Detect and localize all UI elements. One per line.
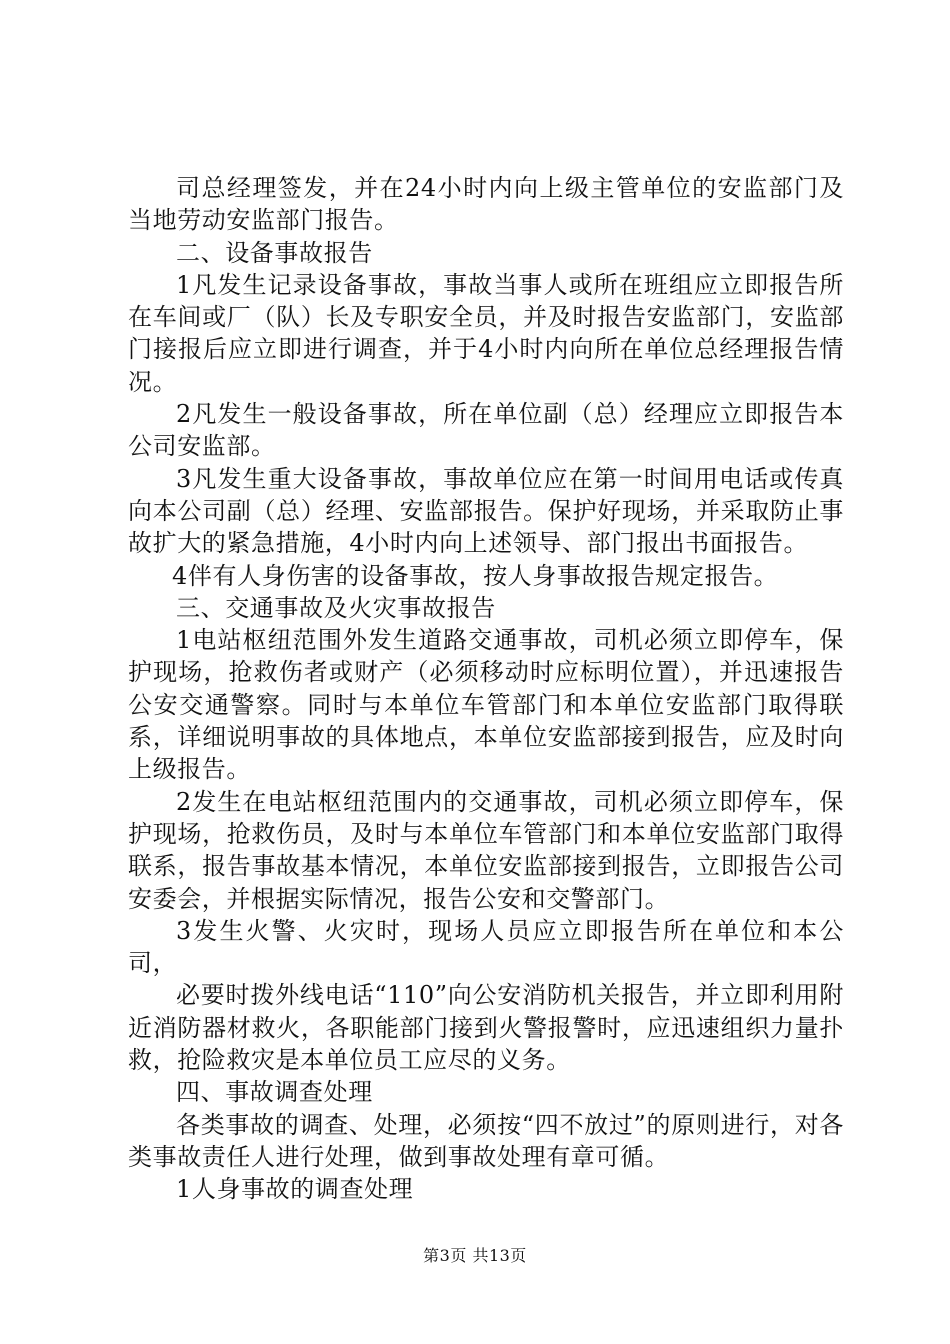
section-heading: 四、事故调查处理	[176, 1078, 373, 1107]
paragraph: 必要时拨外线电话“110”向公安消防机关报告，并立即利用附近消防器材救火，各职能部门接到火警报警时，应迅速组织力量扑救，抢险救灾是本单位员工应尽的义务。	[128, 981, 844, 1075]
paragraph: 1凡发生记录设备事故，事故当事人或所在班组应立即报告所在车间或厂（队）长及专职安全员，并及时报告安监部门，安监部门接报后应立即进行调查，并于4小时内向所在单位总经理报告情况。	[128, 270, 844, 396]
paragraph: 2发生在电站枢纽范围内的交通事故，司机必须立即停车，保护现场，抢救伤员，及时与本单位车管部门和本单位安监部门取得联系，报告事故基本情况，本单位安监部接到报告，立即报告公司安委会，并根据实际情况，报告公安和交警部门。	[128, 787, 844, 913]
paragraph: 3凡发生重大设备事故，事故单位应在第一时间用电话或传真向本公司副（总）经理、安监部报告。保护好现场，并采取防止事故扩大的紧急措施，4小时内向上述领导、部门报出书面报告。	[128, 464, 844, 558]
section-heading: 三、交通事故及火灾事故报告	[176, 593, 496, 622]
paragraph: 3发生火警、火灾时，现场人员应立即报告所在单位和本公司，	[128, 916, 844, 978]
page-number-footer: 第3页 共13页	[423, 1246, 527, 1265]
subsection-heading: 1人身事故的调查处理	[176, 1175, 414, 1204]
paragraph: 2凡发生一般设备事故，所在单位副（总）经理应立即报告本公司安监部。	[128, 400, 844, 461]
paragraph: 1电站枢纽范围外发生道路交通事故，司机必须立即停车，保护现场，抢救伤者或财产（必须移动时应标明位置），并迅速报告公安交通警察。同时与本单位车管部门和本单位安监部门取得联系，详细说明事故的具体地点，本单位安监部接到报告，应及时向上级报告。	[128, 626, 844, 784]
paragraph: 4伴有人身伤害的设备事故，按人身事故报告规定报告。	[172, 561, 779, 590]
paragraph: 司总经理签发，并在24小时内向上级主管单位的安监部门及当地劳动安监部门报告。	[128, 174, 844, 235]
section-heading: 二、设备事故报告	[176, 238, 373, 267]
document-body	[128, 172, 844, 1206]
paragraph: 各类事故的调查、处理，必须按“四不放过”的原则进行，对各类事故责任人进行处理，做到事故处理有章可循。	[128, 1110, 844, 1171]
